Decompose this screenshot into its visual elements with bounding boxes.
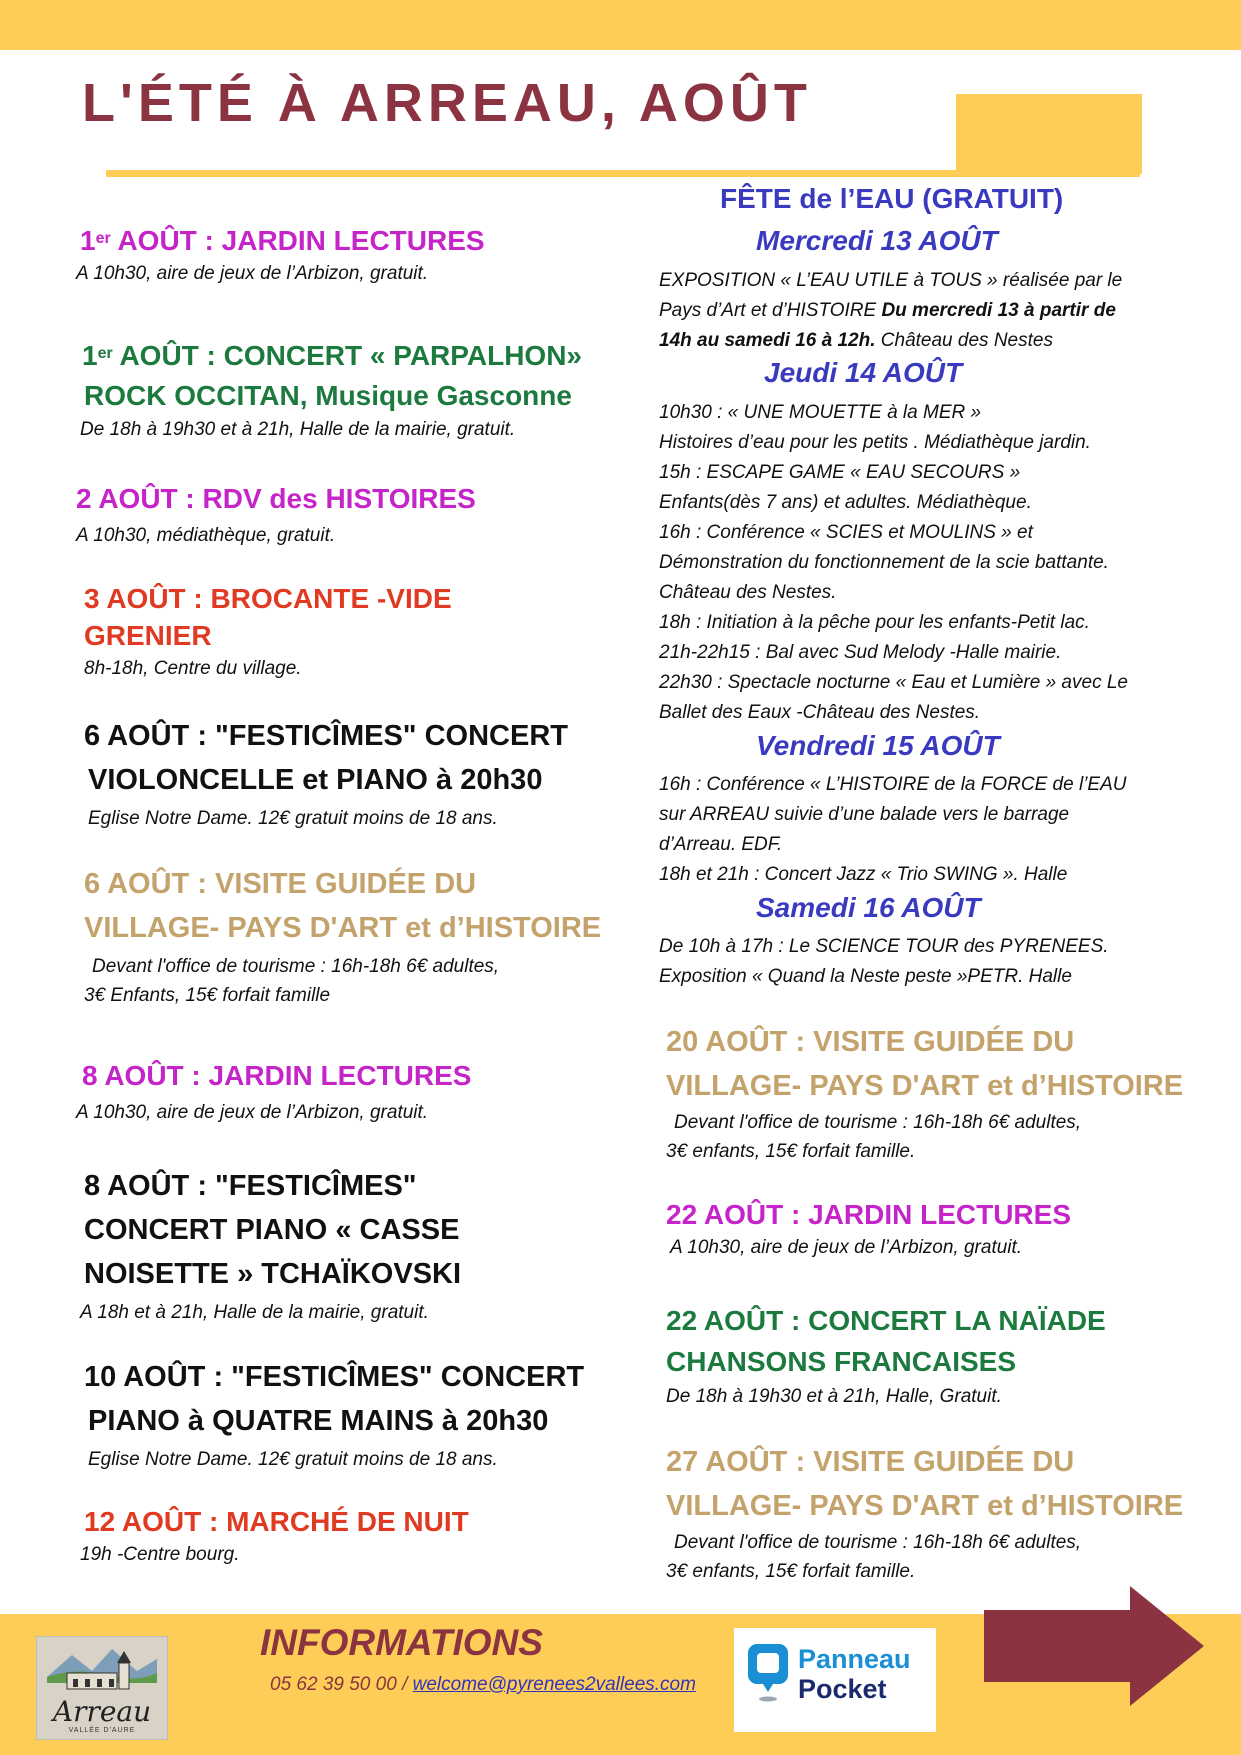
title-decoration-block bbox=[956, 94, 1142, 174]
event-description: Eglise Notre Dame. 12€ gratuit moins de 18 ans. bbox=[88, 1449, 498, 1470]
program-line-bold: Du mercredi 13 à partir de bbox=[881, 300, 1116, 321]
event-aug22-jardin bbox=[666, 1196, 1071, 1262]
program-line: Château des Nestes. bbox=[659, 582, 837, 603]
pp-word2: Pocket bbox=[798, 1674, 887, 1704]
event-heading: 6 AOÛT : "FESTICÎMES" CONCERT bbox=[84, 720, 568, 752]
event-description-line2: 3€ enfants, 15€ forfait famille. bbox=[666, 1141, 916, 1162]
event-aug22-concert bbox=[666, 1300, 1106, 1411]
top-band bbox=[0, 0, 1241, 50]
day-heading-saturday: Samedi 16 AOÛT bbox=[756, 892, 981, 923]
page-title: L'ÉTÉ À ARREAU, AOÛT bbox=[82, 73, 812, 133]
program-line: Enfants(dès 7 ans) et adultes. Médiathèque. bbox=[659, 492, 1032, 513]
event-heading: 22 AOÛT : JARDIN LECTURES bbox=[666, 1199, 1072, 1230]
program-line: De 10h à 17h : Le SCIENCE TOUR des PYRENEES. bbox=[659, 936, 1109, 957]
event-description: Devant l'office de tourisme : 16h-18h 6€ adultes, bbox=[92, 956, 500, 977]
day-heading-thursday: Jeudi 14 AOÛT bbox=[764, 357, 963, 388]
event-aug8-jardin bbox=[76, 1057, 472, 1127]
program-line: Exposition « Quand la Neste peste »PETR. Halle bbox=[659, 966, 1072, 987]
program-line: EXPOSITION « L’EAU UTILE à TOUS » réalisée par le bbox=[659, 270, 1123, 291]
event-heading: 10 AOÛT : "FESTICÎMES" CONCERT bbox=[84, 1361, 585, 1393]
event-description: A 10h30, médiathèque, gratuit. bbox=[76, 525, 336, 546]
event-aug8-festicimes bbox=[80, 1164, 462, 1327]
event-description-line2: 3€ enfants, 15€ forfait famille. bbox=[666, 1561, 916, 1582]
event-day-suffix: er bbox=[95, 230, 111, 247]
event-heading: 8 AOÛT : "FESTICÎMES" bbox=[84, 1170, 417, 1202]
event-aug6-visite bbox=[84, 862, 601, 1010]
fete-title: FÊTE de l’EAU (GRATUIT) bbox=[720, 183, 1064, 214]
event-heading: AOÛT : JARDIN LECTURES bbox=[117, 225, 485, 256]
program-line: Démonstration du fonctionnement de la scie battante. bbox=[659, 552, 1109, 573]
contact-line bbox=[270, 1674, 696, 1696]
program-line: 22h30 : Spectacle nocturne « Eau et Lumière » avec Le bbox=[659, 672, 1128, 693]
program-line: 18h : Initiation à la pêche pour les enfants-Petit lac. bbox=[659, 612, 1090, 633]
day-program-wednesday bbox=[659, 266, 1122, 356]
event-aug27-visite bbox=[666, 1440, 1183, 1586]
event-description: A 10h30, aire de jeux de l’Arbizon, gratuit. bbox=[76, 1102, 429, 1123]
event-aug12-marche bbox=[80, 1503, 469, 1569]
day-heading-wednesday: Mercredi 13 AOÛT bbox=[756, 225, 998, 256]
program-line: Histoires d’eau pour les petits . Médiathèque jardin. bbox=[659, 432, 1091, 453]
event-heading: 6 AOÛT : VISITE GUIDÉE DU bbox=[84, 868, 477, 900]
program-line: sur ARREAU suivie d’une balade vers le barrage bbox=[659, 804, 1070, 825]
arreau-logo bbox=[36, 1636, 168, 1740]
program-line bbox=[659, 296, 1122, 326]
event-heading-line2: GRENIER bbox=[84, 620, 212, 651]
event-aug20-visite bbox=[666, 1020, 1183, 1166]
event-heading-line2: VIOLONCELLE et PIANO à 20h30 bbox=[88, 764, 543, 796]
program-line: 16h : Conférence « SCIES et MOULINS » et bbox=[659, 522, 1033, 543]
pp-word1: Panneau bbox=[798, 1644, 911, 1674]
program-line-bold: 14h au samedi 16 à 12h. bbox=[659, 330, 876, 351]
logo-subtitle: VALLÉE D'AURE bbox=[68, 1727, 136, 1734]
program-line bbox=[659, 326, 1122, 356]
program-line: 10h30 : « UNE MOUETTE à la MER » bbox=[659, 402, 982, 423]
arrow-right-icon[interactable] bbox=[984, 1586, 1214, 1706]
event-heading-line2: VILLAGE- PAYS D'ART et d’HISTOIRE bbox=[666, 1490, 1184, 1522]
event-aug2-histoires bbox=[76, 480, 476, 550]
event-aug6-festicimes bbox=[84, 714, 568, 833]
program-line: 16h : Conférence « L’HISTOIRE de la FORCE de l’EAU bbox=[659, 774, 1127, 795]
event-heading: 27 AOÛT : VISITE GUIDÉE DU bbox=[666, 1446, 1075, 1478]
program-line: Ballet des Eaux -Château des Nestes. bbox=[659, 702, 981, 723]
event-description: De 18h à 19h30 et à 21h, Halle de la mairie, gratuit. bbox=[80, 419, 516, 440]
event-day-number: 1 bbox=[80, 225, 96, 256]
event-heading: 20 AOÛT : VISITE GUIDÉE DU bbox=[666, 1026, 1075, 1058]
event-heading-line2: ROCK OCCITAN, Musique Gasconne bbox=[84, 380, 572, 411]
day-program-saturday bbox=[659, 932, 1109, 992]
event-heading-line2: PIANO à QUATRE MAINS à 20h30 bbox=[88, 1405, 549, 1437]
program-line: d’Arreau. EDF. bbox=[659, 834, 783, 855]
event-aug10-festicimes bbox=[84, 1355, 584, 1474]
event-day-suffix: er bbox=[97, 345, 113, 362]
event-heading: 12 AOÛT : MARCHÉ DE NUIT bbox=[84, 1506, 469, 1537]
event-heading: 3 AOÛT : BROCANTE -VIDE bbox=[84, 583, 452, 614]
event-heading-line2: CHANSONS FRANCAISES bbox=[666, 1346, 1017, 1377]
day-program-friday bbox=[659, 770, 1126, 890]
panneau-pocket-icon bbox=[746, 1642, 790, 1704]
event-heading-line2: VILLAGE- PAYS D'ART et d’HISTOIRE bbox=[84, 912, 602, 944]
phone-number: 05 62 39 50 00 / bbox=[270, 1674, 413, 1695]
event-description: Devant l'office de tourisme : 16h-18h 6€ adultes, bbox=[674, 1112, 1082, 1133]
program-line: 15h : ESCAPE GAME « EAU SECOURS » bbox=[659, 462, 1021, 483]
event-description: Devant l'office de tourisme : 16h-18h 6€ adultes, bbox=[674, 1532, 1082, 1553]
email-link[interactable]: welcome@pyrenees2vallees.com bbox=[412, 1674, 696, 1695]
day-heading-friday: Vendredi 15 AOÛT bbox=[756, 730, 1000, 761]
panneau-pocket-text bbox=[798, 1644, 911, 1704]
event-heading-line2: VILLAGE- PAYS D'ART et d’HISTOIRE bbox=[666, 1070, 1184, 1102]
program-line-part: Pays d’Art et d’HISTOIRE bbox=[659, 300, 882, 321]
event-heading: 8 AOÛT : JARDIN LECTURES bbox=[82, 1060, 472, 1091]
event-description: A 10h30, aire de jeux de l’Arbizon, gratuit. bbox=[670, 1237, 1023, 1258]
event-aug1-concert bbox=[82, 335, 582, 444]
event-aug3-brocante bbox=[84, 580, 452, 683]
title-underline bbox=[106, 170, 1140, 177]
event-heading: 2 AOÛT : RDV des HISTOIRES bbox=[76, 483, 476, 514]
program-line: 21h-22h15 : Bal avec Sud Melody -Halle mairie. bbox=[659, 642, 1062, 663]
event-description: De 18h à 19h30 et à 21h, Halle, Gratuit. bbox=[666, 1386, 1002, 1407]
event-aug1-jardin bbox=[76, 222, 485, 288]
event-description: Eglise Notre Dame. 12€ gratuit moins de 18 ans. bbox=[88, 808, 498, 829]
program-line: 18h et 21h : Concert Jazz « Trio SWING ». Halle bbox=[659, 864, 1068, 885]
panneau-pocket-logo[interactable] bbox=[734, 1628, 936, 1732]
logo-name: Arreau bbox=[52, 1695, 152, 1728]
event-description-line2: 3€ Enfants, 15€ forfait famille bbox=[84, 985, 331, 1006]
event-heading: 22 AOÛT : CONCERT LA NAÏADE bbox=[666, 1305, 1106, 1336]
event-heading-line3: NOISETTE » TCHAÏKOVSKI bbox=[84, 1258, 462, 1290]
event-heading-line2: CONCERT PIANO « CASSE bbox=[84, 1214, 460, 1246]
program-line-part: Château des Nestes bbox=[875, 330, 1053, 351]
event-description: 8h-18h, Centre du village. bbox=[84, 658, 302, 679]
event-heading: AOÛT : CONCERT « PARPALHON» bbox=[119, 340, 582, 371]
event-description: A 10h30, aire de jeux de l’Arbizon, gratuit. bbox=[76, 263, 429, 284]
event-day-number: 1 bbox=[82, 340, 98, 371]
event-description: A 18h et à 21h, Halle de la mairie, gratuit. bbox=[80, 1302, 429, 1323]
day-program-thursday bbox=[659, 398, 1128, 728]
info-title: INFORMATIONS bbox=[260, 1622, 543, 1663]
event-description: 19h -Centre bourg. bbox=[80, 1544, 240, 1565]
